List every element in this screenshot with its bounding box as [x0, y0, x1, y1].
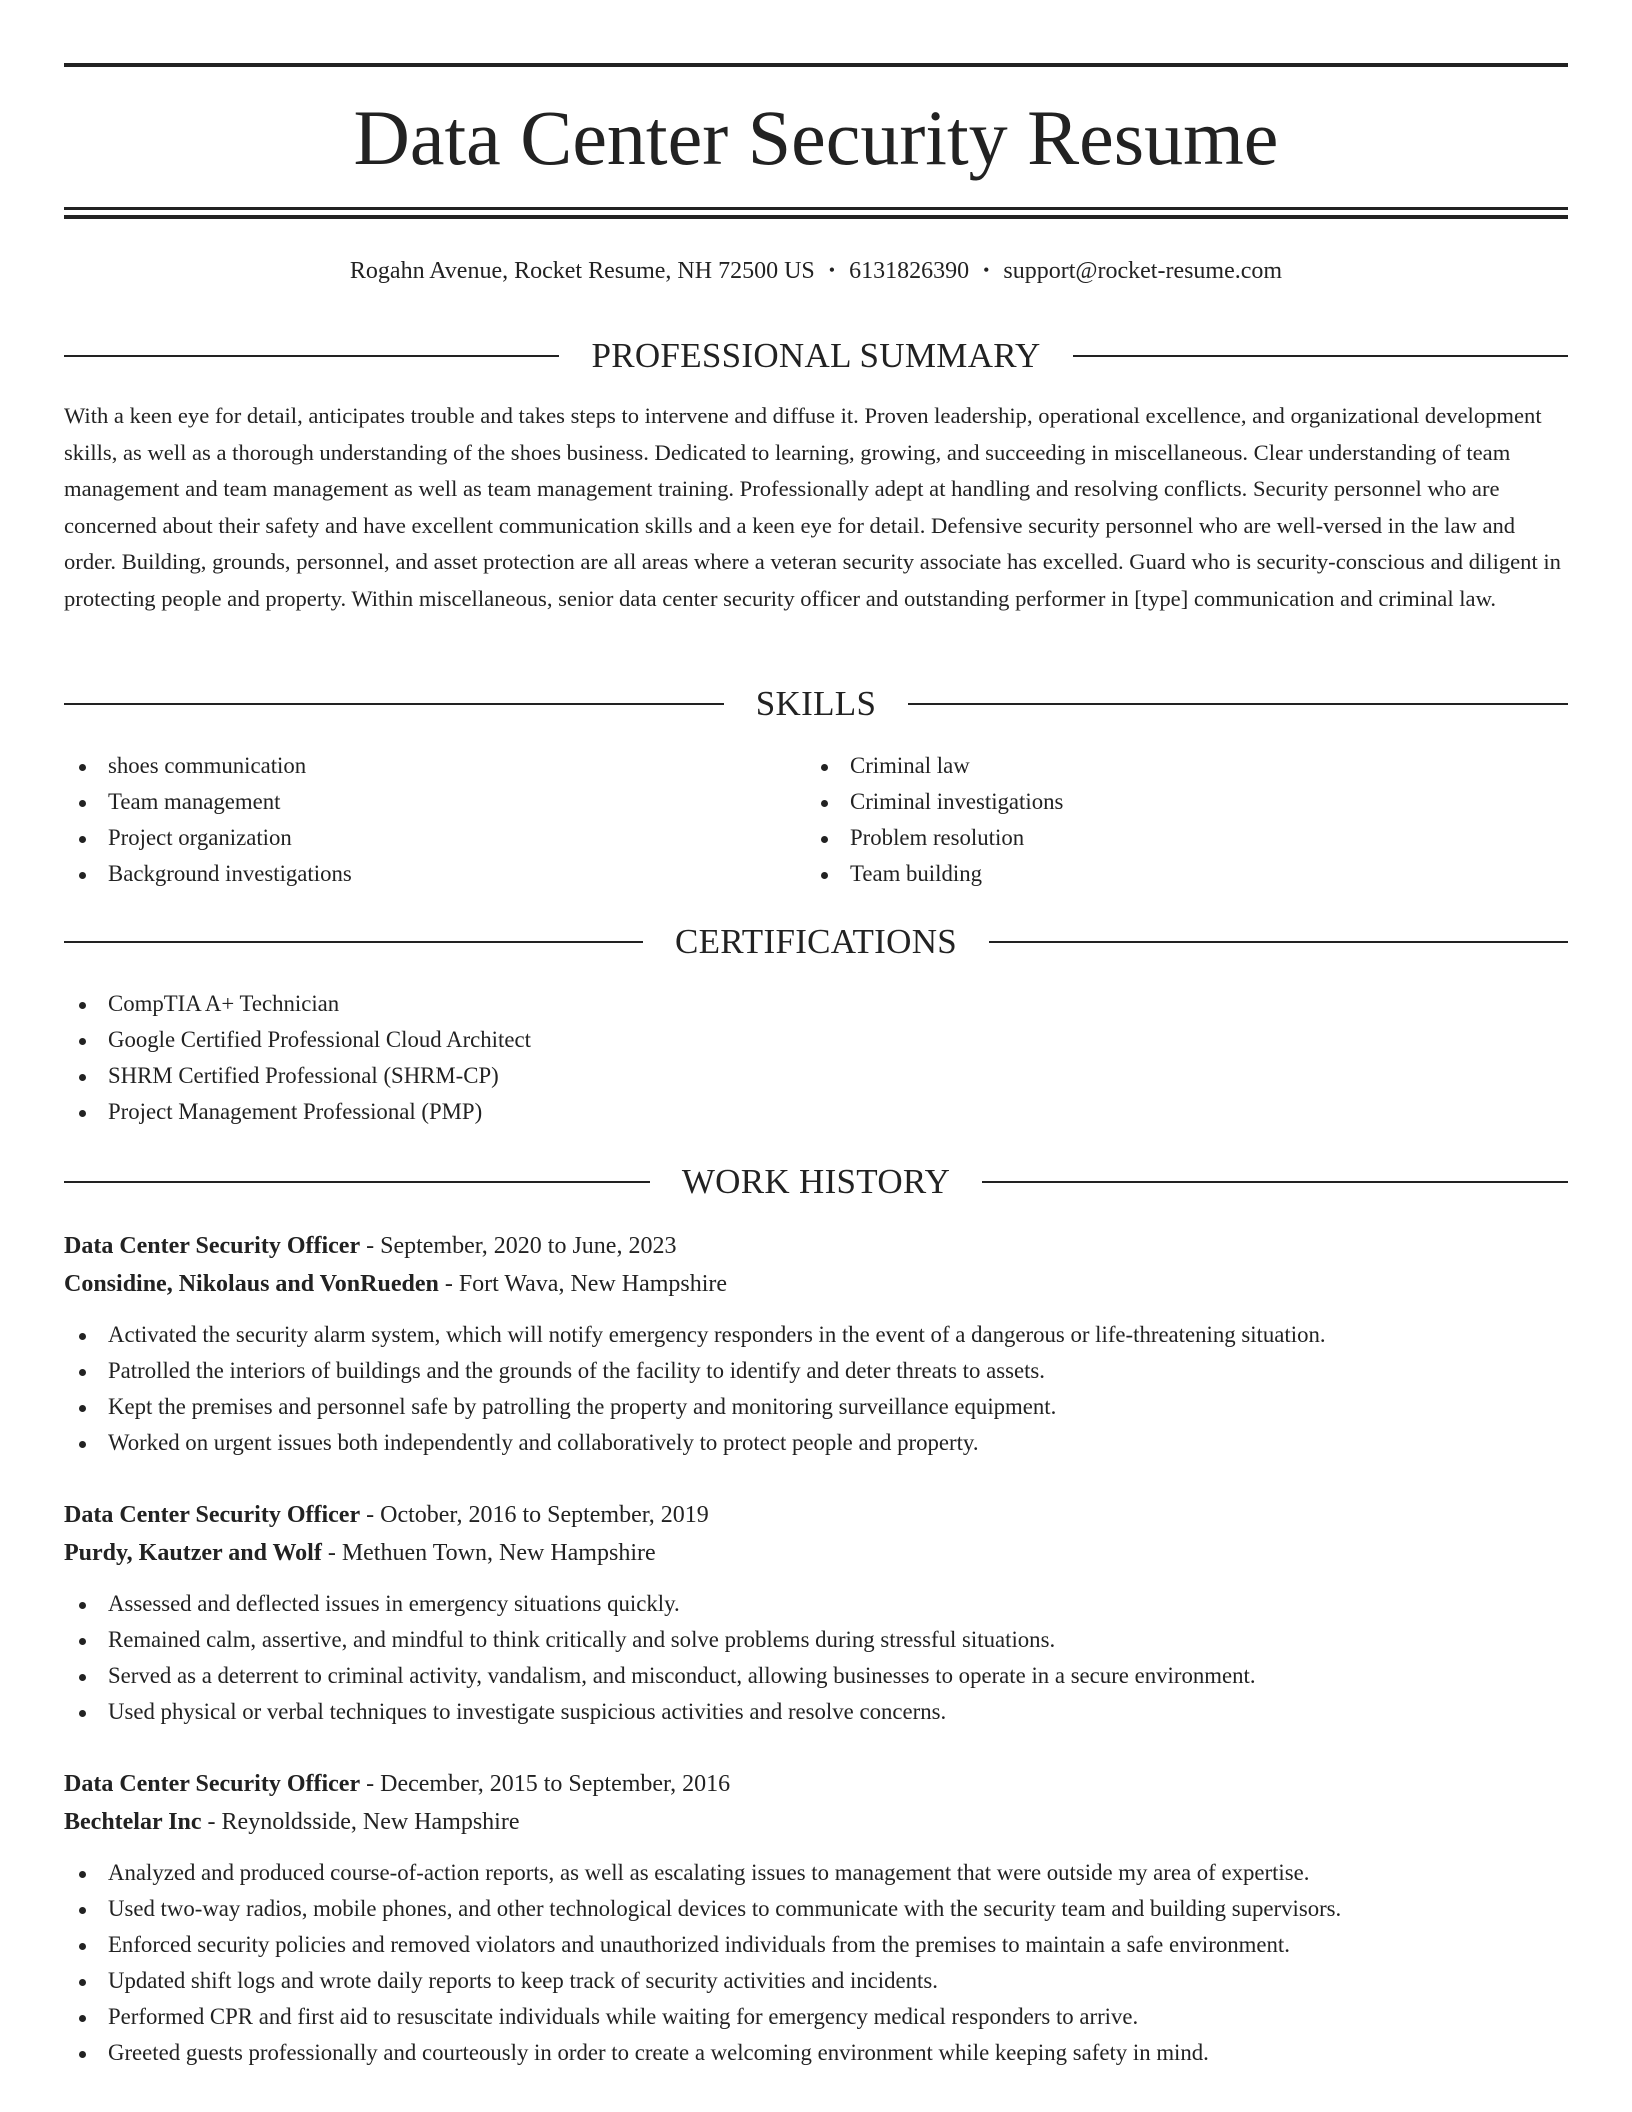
contact-separator: •: [983, 260, 990, 280]
job-location: Reynoldsside, New Hampshire: [221, 1809, 520, 1835]
job-bullet: Worked on urgent issues both independently and collaboratively to protect people and property.: [64, 1425, 1568, 1461]
resume-title: Data Center Security Resume: [353, 94, 1279, 181]
header-rule-left: [64, 1181, 650, 1183]
header-rule-left: [64, 703, 724, 705]
skills-list-left: [64, 748, 764, 892]
certification-item: Project Management Professional (PMP): [64, 1094, 531, 1130]
header-rule-left: [64, 941, 643, 943]
job-bullets: [64, 1317, 1568, 1461]
job-title-line: Data Center Security Officer - September, 2020 to June, 2023: [64, 1233, 677, 1259]
job-location: Methuen Town, New Hampshire: [341, 1540, 656, 1566]
skill-item: shoes communication: [64, 748, 764, 784]
title-rule-upper: [64, 207, 1568, 210]
job-title: Data Center Security Officer: [64, 1233, 361, 1259]
job-title: Data Center Security Officer: [64, 1771, 361, 1797]
job-title: Data Center Security Officer: [64, 1502, 361, 1528]
job-entry: [64, 1496, 1568, 1730]
title-rule-lower: [64, 215, 1568, 219]
summary-text: With a keen eye for detail, anticipates trouble and takes steps to intervene and diffuse it. Proven leadership, operational excellence, and organizational development skills, as well as a thorough understanding of the shoes business. Dedicated to learning, growing, and succeeding in miscellaneous. Clear understanding of team management and team management as well as team management training. Professionally adept at handling and resolving conflicts. Security personnel who are concerned about their safety and have excellent communication skills and a keen eye for detail. Defensive security personnel who are well-versed in the law and order. Building, grounds, personnel, and asset protection are all areas where a veteran security associate has excelled. Guard who is security-conscious and diligent in protecting people and property. Within miscellaneous, senior data center security officer and outstanding performer in [type] communication and criminal law.: [64, 403, 1561, 611]
skills-list-right: [806, 748, 1506, 892]
skill-item: Problem resolution: [806, 820, 1506, 856]
job-bullet: Served as a deterrent to criminal activity, vandalism, and misconduct, allowing businesses to operate in a secure environment.: [64, 1658, 1568, 1694]
job-bullet: Kept the premises and personnel safe by patrolling the property and monitoring surveillance equipment.: [64, 1389, 1568, 1425]
job-entry: [64, 1227, 1568, 1461]
skill-item: Background investigations: [64, 856, 764, 892]
skill-item: Team management: [64, 784, 764, 820]
job-dates: December, 2015 to September, 2016: [380, 1771, 731, 1797]
job-bullets: [64, 1855, 1568, 2071]
job-company-line: Purdy, Kautzer and Wolf - Methuen Town, New Hampshire: [64, 1540, 656, 1566]
contact-line: [64, 256, 1568, 287]
summary-header: [64, 334, 1568, 378]
job-bullets: [64, 1586, 1568, 1730]
job-company: Purdy, Kautzer and Wolf: [64, 1540, 322, 1566]
job-bullet: Updated shift logs and wrote daily reports to keep track of security activities and incidents.: [64, 1963, 1568, 1999]
top-rule: [64, 63, 1568, 67]
job-bullet: Performed CPR and first aid to resuscitate individuals while waiting for emergency medical responders to arrive.: [64, 1999, 1568, 2035]
job-bullet: Remained calm, assertive, and mindful to think critically and solve problems during stressful situations.: [64, 1622, 1568, 1658]
certification-item: CompTIA A+ Technician: [64, 986, 531, 1022]
work-history-header: [64, 1160, 1568, 1204]
skills-header: [64, 682, 1568, 726]
contact-separator: •: [828, 260, 836, 280]
job-bullet: Greeted guests professionally and courteously in order to create a welcoming environment while keeping safety in mind.: [64, 2035, 1568, 2071]
job-entry: [64, 1765, 1568, 2071]
contact-address: Rogahn Avenue, Rocket Resume, NH 72500 US: [349, 258, 815, 284]
header-rule-right: [908, 703, 1568, 705]
job-bullet: Used two-way radios, mobile phones, and other technological devices to communicate with the security team and building supervisors.: [64, 1891, 1568, 1927]
job-title-line: Data Center Security Officer - October, 2016 to September, 2019: [64, 1502, 709, 1528]
header-rule-left: [64, 355, 559, 357]
skill-item: Project organization: [64, 820, 764, 856]
skill-item: Criminal law: [806, 748, 1506, 784]
job-dates: September, 2020 to June, 2023: [380, 1233, 677, 1259]
job-bullet: Used physical or verbal techniques to investigate suspicious activities and resolve concerns.: [64, 1694, 1568, 1730]
job-location: Fort Wava, New Hampshire: [458, 1271, 728, 1297]
job-bullet: Enforced security policies and removed violators and unauthorized individuals from the premises to maintain a safe environment.: [64, 1927, 1568, 1963]
job-bullet: Analyzed and produced course-of-action reports, as well as escalating issues to management that were outside my area of expertise.: [64, 1855, 1568, 1891]
header-rule-right: [982, 1181, 1568, 1183]
certifications-list: [64, 986, 531, 1130]
summary-heading: PROFESSIONAL SUMMARY: [591, 336, 1041, 375]
job-company-line: Bechtelar Inc - Reynoldsside, New Hampshire: [64, 1809, 520, 1835]
certification-item: SHRM Certified Professional (SHRM-CP): [64, 1058, 531, 1094]
job-company: Considine, Nikolaus and VonRueden: [64, 1271, 439, 1297]
job-company: Bechtelar Inc: [64, 1809, 202, 1835]
job-bullet: Assessed and deflected issues in emergency situations quickly.: [64, 1586, 1568, 1622]
skill-item: Team building: [806, 856, 1506, 892]
contact-phone: 6131826390: [849, 258, 970, 284]
skills-heading: SKILLS: [755, 684, 877, 723]
header-rule-right: [1073, 355, 1568, 357]
certifications-heading: CERTIFICATIONS: [674, 922, 958, 961]
contact-email: support@rocket-resume.com: [1003, 258, 1283, 284]
certification-item: Google Certified Professional Cloud Architect: [64, 1022, 531, 1058]
job-dates: October, 2016 to September, 2019: [380, 1502, 709, 1528]
job-bullet: Patrolled the interiors of buildings and the grounds of the facility to identify and deter threats to assets.: [64, 1353, 1568, 1389]
certifications-header: [64, 920, 1568, 964]
job-company-line: Considine, Nikolaus and VonRueden - Fort Wava, New Hampshire: [64, 1271, 728, 1297]
job-bullet: Activated the security alarm system, which will notify emergency responders in the event of a dangerous or life-threatening situation.: [64, 1317, 1568, 1353]
skill-item: Criminal investigations: [806, 784, 1506, 820]
header-rule-right: [989, 941, 1568, 943]
job-title-line: Data Center Security Officer - December, 2015 to September, 2016: [64, 1771, 731, 1797]
work-history-heading: WORK HISTORY: [681, 1162, 951, 1201]
